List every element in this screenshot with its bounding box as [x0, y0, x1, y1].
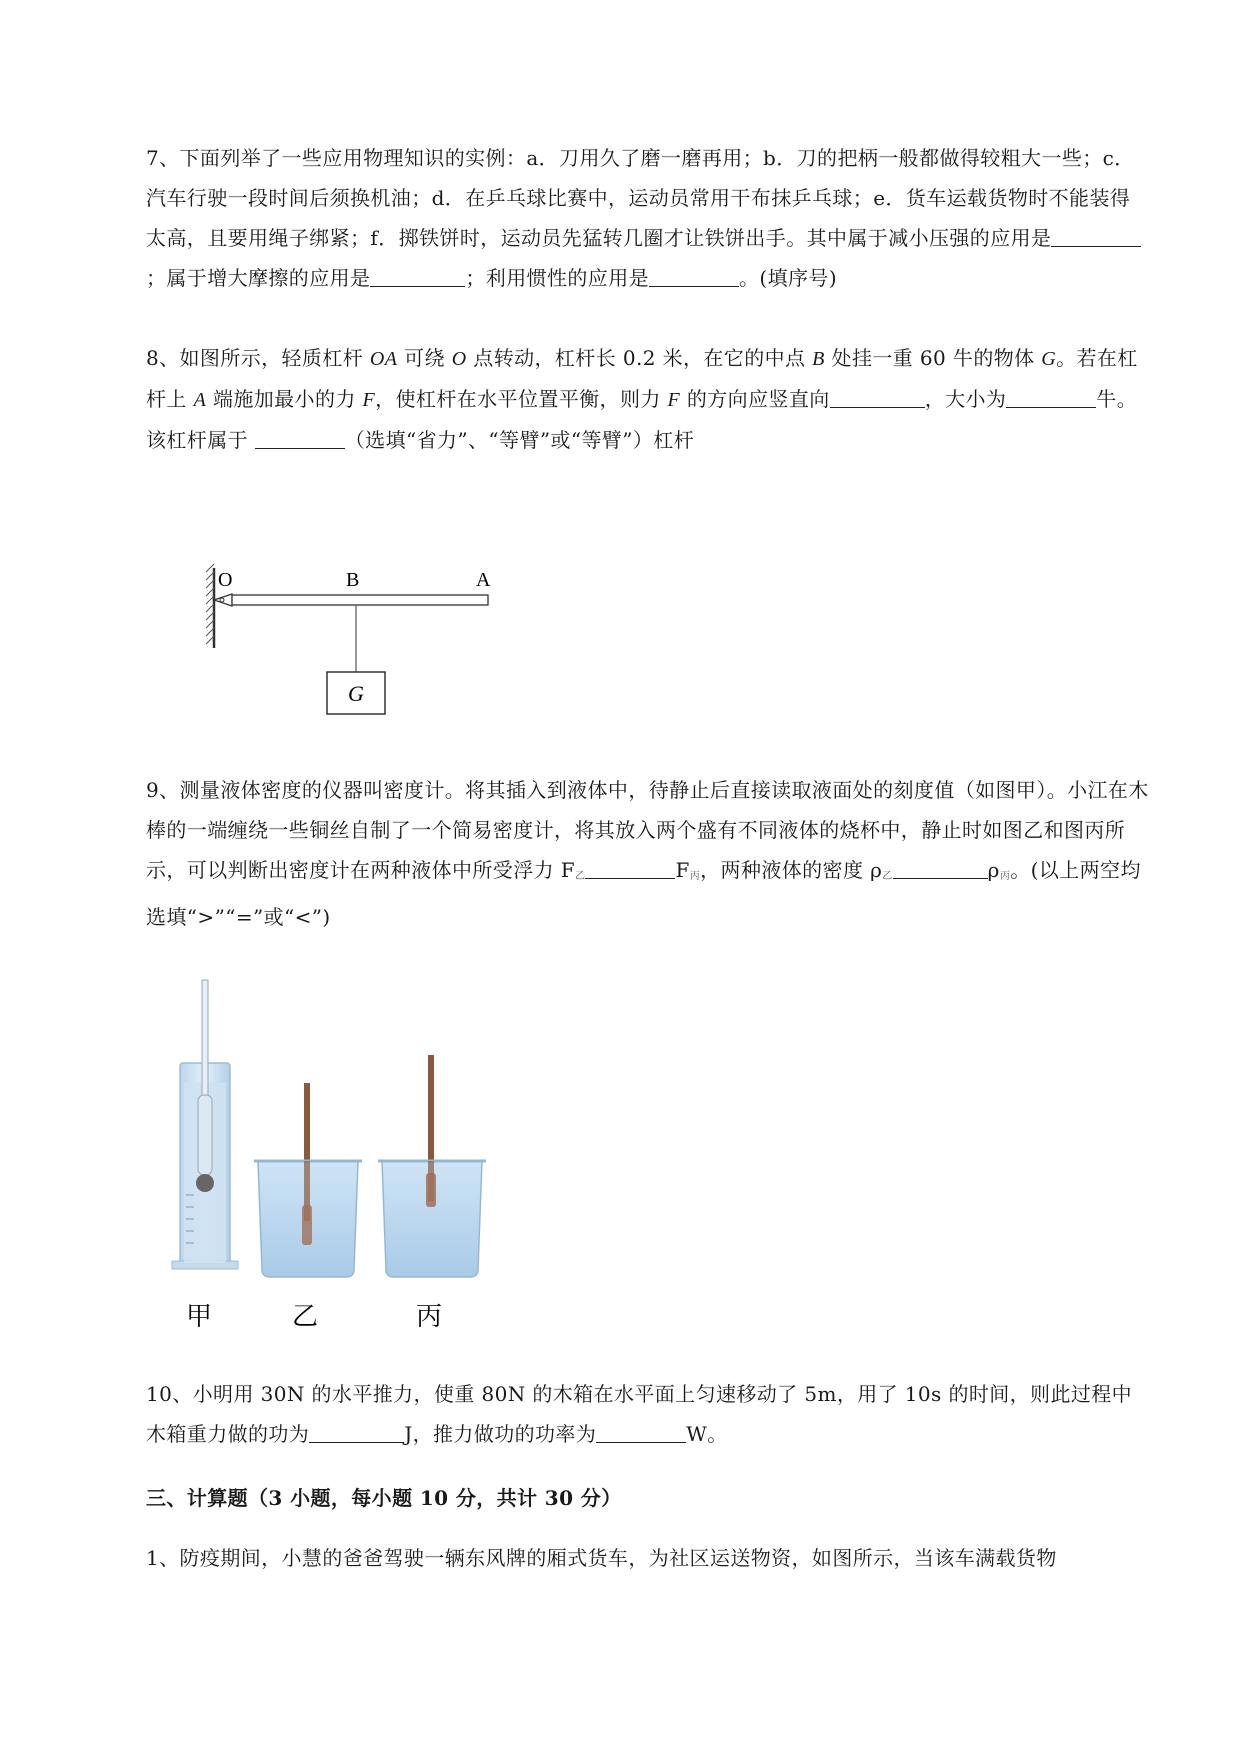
q7-text-1: 7、下面列举了一些应用物理知识的实例：a．刀用久了磨一磨再用；b．刀的把柄一般都做得较粗大一些；c．汽车行驶一段时间后须换机油；d．在乒乓球比赛中，运动员常用干布抹乒乓球；e．货车运载货物时不能装得太高，且要用绳子绑紧；f．掷铁饼时，运动员先猛转几圈才让铁饼出手。其中属于减小压强的应用是: [146, 146, 1135, 250]
answer-blank[interactable]: [255, 424, 345, 449]
beaker-yi: [254, 1083, 362, 1277]
q7-text-3: ；利用惯性的应用是: [465, 266, 650, 290]
var-f: F: [667, 389, 681, 411]
answer-blank[interactable]: [1051, 222, 1141, 247]
q9-text: 。(以上两空均选填“>”“=”或“<”): [146, 858, 1141, 929]
q8-text: 8、如图所示，轻质杠杆: [146, 346, 370, 370]
q8-text: 端施加最小的力: [206, 387, 363, 411]
q10-text: J，推力做功的功率为: [404, 1422, 597, 1446]
label-b: B: [346, 569, 360, 591]
q8-text: 可绕: [397, 346, 452, 370]
answer-blank[interactable]: [1006, 383, 1096, 408]
section-heading: 三、计算题（3 小题，每小题 10 分，共计 30 分）: [146, 1486, 622, 1510]
answer-blank[interactable]: [893, 854, 988, 879]
q7-text-2: ；属于增大摩擦的应用是: [146, 266, 371, 290]
answer-blank[interactable]: [596, 1418, 686, 1443]
answer-blank[interactable]: [370, 262, 465, 287]
question-8: [146, 338, 1150, 460]
q9-text: F: [675, 858, 690, 882]
label-bing: 丙: [416, 1302, 443, 1332]
q10-text: 10、小明用 30N 的水平推力，使重 80N 的木箱在水平面上匀速移动了 5m，用了 10s 的时间，则此过程中木箱重力做的功为: [146, 1382, 1133, 1446]
q8-text: 处挂一重 60 牛的物体: [824, 346, 1042, 370]
beaker-bing: [378, 1055, 486, 1277]
label-a: A: [476, 569, 491, 591]
label-g: G: [348, 681, 364, 706]
calc-question-1: 1、防疫期间，小慧的爸爸驾驶一辆东风牌的厢式货车，为社区运送物资，如图所示，当该车满载货物: [146, 1546, 1057, 1570]
subscript: 丙: [689, 871, 701, 882]
label-o: O: [218, 569, 233, 591]
q9-text: 9、测量液体密度的仪器叫密度计。将其插入到液体中，待静止后直接读取液面处的刻度值（如图甲）。小江在木棒的一端缠绕一些铜丝自制了一个简易密度计，将其放入两个盛有不同液体的烧杯中，静止时如图乙和图丙所示，可以判断出密度计在两种液体中所受浮力 F: [146, 778, 1149, 882]
subscript: 乙: [882, 871, 893, 882]
label-yi: 乙: [292, 1302, 319, 1332]
var-o: O: [451, 348, 467, 370]
var-b: B: [812, 348, 825, 370]
answer-blank[interactable]: [585, 854, 675, 879]
answer-blank[interactable]: [830, 383, 925, 408]
lever-figure: [200, 560, 510, 730]
q9-text: ρ: [987, 858, 1000, 882]
q8-text: 牛。该杠杆属于: [146, 387, 1138, 452]
question-9: [146, 770, 1150, 937]
q8-text: （选填“省力”、“等臂”或“等臂”）杠杆: [344, 428, 695, 452]
wall-hatch: [206, 564, 214, 648]
var-g: G: [1041, 348, 1057, 370]
q7-text-4: 。(填序号): [739, 266, 838, 290]
q8-text: ，使杠杆在水平位置平衡，则力: [375, 387, 668, 411]
question-10: [146, 1374, 1150, 1454]
answer-blank[interactable]: [309, 1418, 404, 1443]
cylinder-jia: [172, 980, 238, 1269]
answer-blank[interactable]: [649, 262, 739, 287]
question-7: [146, 138, 1150, 298]
lever-bar: [214, 594, 488, 606]
q8-text: 。若在杠杆上: [146, 346, 1138, 411]
hydrometer-figure: [170, 975, 540, 1340]
q8-text: ，大小为: [924, 387, 1007, 411]
var-a: A: [193, 389, 207, 411]
q8-text: 点转动，杠杆长 0.2 米，在它的中点: [466, 346, 813, 370]
label-jia: 甲: [186, 1302, 213, 1332]
var-oa: OA: [369, 348, 398, 370]
q8-text: 的方向应竖直向: [680, 387, 830, 411]
q9-text: ，两种液体的密度 ρ: [700, 858, 883, 882]
var-f: F: [362, 389, 376, 411]
subscript: 乙: [575, 871, 586, 882]
subscript: 丙: [999, 871, 1011, 882]
q10-text: W。: [686, 1422, 728, 1446]
